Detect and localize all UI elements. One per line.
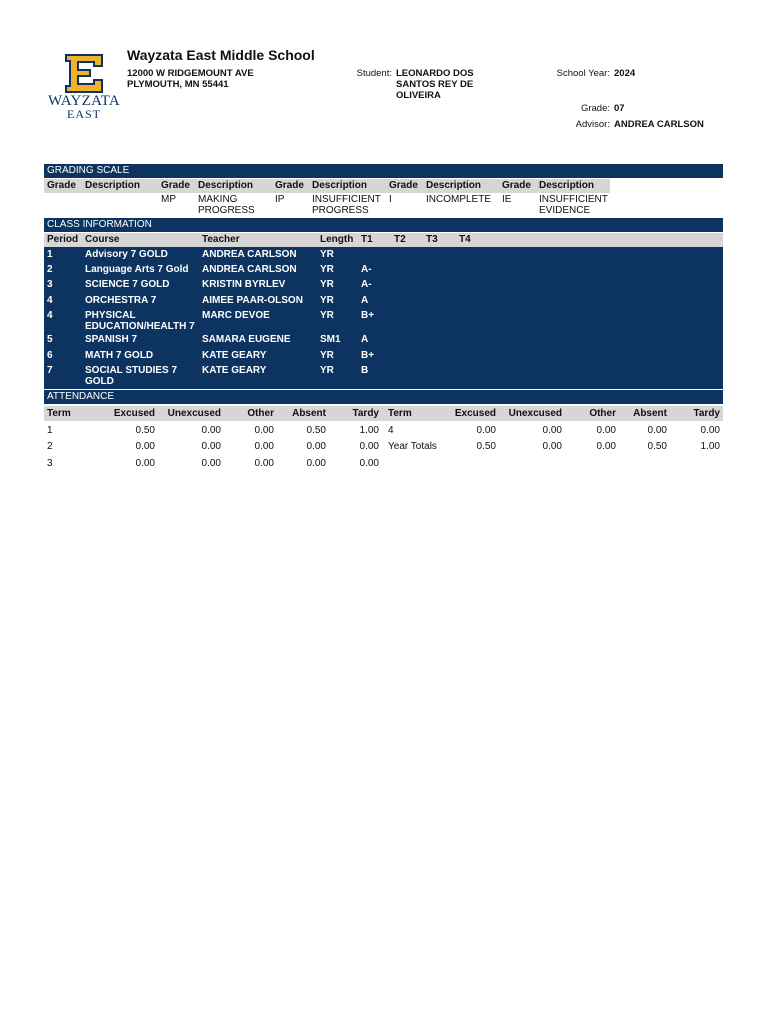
grading-scale-description: PROGRESS xyxy=(198,205,255,216)
attendance-tardy-header: Tardy xyxy=(352,408,379,419)
attendance-other-header: Other xyxy=(589,408,616,419)
grading-scale-grade-header: Grade xyxy=(389,180,418,191)
attendance-excused: 0.00 xyxy=(135,441,155,452)
class-t1-grade: B xyxy=(361,365,369,376)
attendance-section-bar xyxy=(44,390,723,404)
attendance-absent-header: Absent xyxy=(292,408,326,419)
class-teacher: ANDREA CARLSON xyxy=(202,264,297,275)
class-t1-grade: A xyxy=(361,334,369,345)
class-length: YR xyxy=(320,249,334,260)
class-t1-grade: A xyxy=(361,295,369,306)
t3-header: T3 xyxy=(426,234,438,245)
class-course-line2: EDUCATION/HEALTH 7 xyxy=(85,321,195,332)
class-period: 7 xyxy=(47,365,53,376)
class-teacher: KATE GEARY xyxy=(202,365,267,376)
class-teacher: AIMEE PAAR-OLSON xyxy=(202,295,303,306)
attendance-tardy: 1.00 xyxy=(700,441,720,452)
school-address xyxy=(127,68,254,90)
attendance-absent: 0.50 xyxy=(647,441,667,452)
attendance-term-header: Term xyxy=(47,408,71,419)
class-t1-grade: B+ xyxy=(361,350,375,361)
attendance-tardy: 0.00 xyxy=(700,425,720,436)
grading-scale-grade-header: Grade xyxy=(161,180,190,191)
school-year-label: School Year: xyxy=(556,68,610,79)
class-length: YR xyxy=(320,264,334,275)
attendance-excused: 0.00 xyxy=(135,458,155,469)
grade-label: Grade: xyxy=(580,103,610,114)
attendance-tardy: 0.00 xyxy=(359,458,379,469)
class-info-header-row xyxy=(44,233,723,247)
class-course: SCIENCE 7 GOLD xyxy=(85,279,170,290)
grading-scale-description-header: Description xyxy=(539,180,595,191)
class-teacher: ANDREA CARLSON xyxy=(202,249,297,260)
attendance-term: 3 xyxy=(47,458,53,469)
school-name: Wayzata East Middle School xyxy=(127,47,315,63)
attendance-other: 0.00 xyxy=(254,441,274,452)
attendance-absent: 0.50 xyxy=(306,425,326,436)
advisor-value: ANDREA CARLSON xyxy=(614,119,704,130)
address-line-2: PLYMOUTH, MN 55441 xyxy=(127,79,229,90)
grading-scale-description-header: Description xyxy=(426,180,482,191)
class-course: MATH 7 GOLD xyxy=(85,350,154,361)
school-logo-e-icon xyxy=(44,54,124,94)
attendance-excused: 0.00 xyxy=(476,425,496,436)
grading-scale-grade: MP xyxy=(161,194,176,205)
attendance-unexcused-header: Unexcused xyxy=(508,408,562,419)
teacher-header: Teacher xyxy=(202,234,240,245)
class-period: 4 xyxy=(47,295,53,306)
logo-subword: EAST xyxy=(67,107,101,121)
class-info-section-bar xyxy=(44,218,723,232)
grading-scale-grade: IE xyxy=(502,194,512,205)
grading-scale-description: INSUFFICIENT xyxy=(539,194,608,205)
class-t1-grade: A- xyxy=(361,279,372,290)
class-info-body xyxy=(44,247,723,389)
class-period: 5 xyxy=(47,334,53,345)
attendance-title: ATTENDANCE xyxy=(47,391,115,402)
student-name-line: OLIVEIRA xyxy=(396,90,441,101)
grading-scale-description: EVIDENCE xyxy=(539,205,591,216)
class-t1-grade: A- xyxy=(361,264,372,275)
attendance-term: 4 xyxy=(388,425,394,436)
attendance-unexcused: 0.00 xyxy=(542,441,562,452)
attendance-tardy: 1.00 xyxy=(359,425,379,436)
attendance-unexcused: 0.00 xyxy=(201,441,221,452)
grading-scale-grade: I xyxy=(389,194,392,205)
class-period: 3 xyxy=(47,279,53,290)
grade-value: 07 xyxy=(614,103,625,114)
school-year-value: 2024 xyxy=(614,68,636,79)
class-course: PHYSICAL xyxy=(85,310,136,321)
attendance-tardy: 0.00 xyxy=(359,441,379,452)
class-period: 6 xyxy=(47,350,53,361)
class-course: ORCHESTRA 7 xyxy=(85,295,157,306)
grading-scale-description-header: Description xyxy=(85,180,141,191)
period-header: Period xyxy=(47,234,79,245)
grading-scale-section-bar xyxy=(44,164,723,178)
grading-scale-description-header: Description xyxy=(312,180,368,191)
class-info-title: CLASS INFORMATION xyxy=(47,219,152,230)
attendance-absent: 0.00 xyxy=(306,441,326,452)
class-length: SM1 xyxy=(320,334,341,345)
attendance-term: 1 xyxy=(47,425,53,436)
t1-header: T1 xyxy=(361,234,373,245)
attendance-excused: 0.50 xyxy=(135,425,155,436)
grading-scale-grade-header: Grade xyxy=(47,180,76,191)
class-teacher: KRISTIN BYRLEV xyxy=(202,279,286,290)
grading-scale-description-header: Description xyxy=(198,180,254,191)
grading-scale-description: INCOMPLETE xyxy=(426,194,492,205)
class-length: YR xyxy=(320,350,334,361)
course-header: Course xyxy=(85,234,120,245)
attendance-excused-header: Excused xyxy=(113,408,155,419)
class-teacher: MARC DEVOE xyxy=(202,310,270,321)
class-period: 4 xyxy=(47,310,53,321)
class-length: YR xyxy=(320,279,334,290)
student-name-line: SANTOS REY DE xyxy=(396,79,474,90)
student-label: Student: xyxy=(356,68,392,79)
grading-scale-description: MAKING xyxy=(198,194,238,205)
attendance-absent: 0.00 xyxy=(647,425,667,436)
grading-scale-grade-header: Grade xyxy=(502,180,531,191)
class-course: Advisory 7 GOLD xyxy=(85,249,168,260)
class-length: YR xyxy=(320,310,334,321)
attendance-unexcused: 0.00 xyxy=(201,425,221,436)
attendance-other-header: Other xyxy=(247,408,274,419)
class-course-line2: GOLD xyxy=(85,376,114,387)
address-line-1: 12000 W RIDGEMOUNT AVE xyxy=(127,68,254,79)
class-length: YR xyxy=(320,365,334,376)
student-name xyxy=(396,68,474,101)
t2-header: T2 xyxy=(394,234,406,245)
student-name-line: LEONARDO DOS xyxy=(396,68,474,79)
attendance-absent-header: Absent xyxy=(633,408,667,419)
class-length: YR xyxy=(320,295,334,306)
class-course: Language Arts 7 Gold xyxy=(85,264,189,275)
grading-scale-grade: IP xyxy=(275,194,285,205)
attendance-other: 0.00 xyxy=(596,425,616,436)
attendance-term-header: Term xyxy=(388,408,412,419)
grading-scale-title: GRADING SCALE xyxy=(47,165,130,176)
grading-scale-description: INSUFFICIENT xyxy=(312,194,381,205)
grading-scale-description: PROGRESS xyxy=(312,205,369,216)
attendance-term: Year Totals xyxy=(388,441,437,452)
attendance-tardy-header: Tardy xyxy=(693,408,720,419)
attendance-absent: 0.00 xyxy=(306,458,326,469)
t4-header: T4 xyxy=(459,234,471,245)
class-t1-grade: B+ xyxy=(361,310,375,321)
attendance-other: 0.00 xyxy=(254,458,274,469)
grading-scale-grade-header: Grade xyxy=(275,180,304,191)
class-course: SPANISH 7 xyxy=(85,334,138,345)
attendance-unexcused-header: Unexcused xyxy=(167,408,221,419)
attendance-excused: 0.50 xyxy=(476,441,496,452)
attendance-unexcused: 0.00 xyxy=(201,458,221,469)
length-header: Length xyxy=(320,234,354,245)
class-period: 1 xyxy=(47,249,53,260)
class-period: 2 xyxy=(47,264,53,275)
class-teacher: KATE GEARY xyxy=(202,350,267,361)
class-course: SOCIAL STUDIES 7 xyxy=(85,365,178,376)
class-teacher: SAMARA EUGENE xyxy=(202,334,291,345)
attendance-other: 0.00 xyxy=(254,425,274,436)
logo-wordmark: WAYZATA xyxy=(47,93,120,109)
attendance-unexcused: 0.00 xyxy=(542,425,562,436)
attendance-term: 2 xyxy=(47,441,53,452)
advisor-label: Advisor: xyxy=(575,119,610,130)
attendance-other: 0.00 xyxy=(596,441,616,452)
attendance-excused-header: Excused xyxy=(454,408,496,419)
